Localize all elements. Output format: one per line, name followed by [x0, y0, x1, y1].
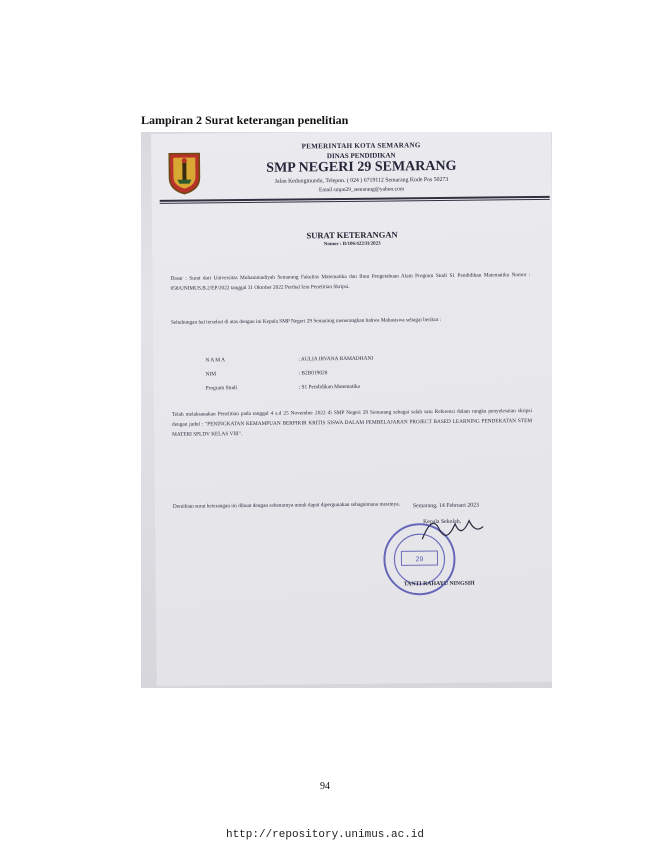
kop-line-1: PEMERINTAH KOTA SEMARANG [301, 141, 421, 151]
field-label-prodi: Program Studi [205, 385, 237, 392]
kop-line-2: DINAS PENDIDIKAN [326, 151, 396, 161]
school-address: Jalan Kedungmundu, Telepon. ( 024 ) 6719112 Semarang Kode Pos 50273 [274, 176, 449, 185]
field-value-nama: : AULIA IRVANA RAMADHANI [298, 355, 374, 363]
research-paragraph: Telah melaksanakan Penelitian pada tanggal 4 s.d 25 November 2022 di SMP Negeri 29 Semarang sebagai salah satu Referensi dalam rangka penyelesaian skripsi dengan judul : "PENINGKATAN KEMAMPUAN BERPIKIR KRITIS SISWA DALAM PEMBELAJARAN PROJECT BASED LEARNING PENDEKATAN STEM MATERI SPLDV KELAS VIII". [171, 408, 533, 438]
letter-title: SURAT KETERANGAN [306, 229, 398, 241]
dasar-paragraph: Dasar : Surat dari Universitas Muhammadiyah Semarang Fakultas Matematika dan Ilmu Pengetahuan Alam Program Studi S1 Pendidikan Matematika Nomor : 058/UNIMUS.B.2/EP/2022 tanggal 31 Oktober 2022 Perihal Izin Penelitian Skripsi. [170, 272, 531, 292]
signer-name: TANTI RAHAYU NINGSIH [403, 580, 475, 588]
signature-icon [417, 509, 487, 550]
field-label-nama: N A M A [205, 357, 226, 364]
repository-url: http://repository.unimus.ac.id [225, 829, 425, 841]
letter-number: Nomor : B/106/422/II/2023 [323, 241, 381, 248]
field-label-nim: NIM [205, 371, 217, 378]
letter-paper [151, 132, 552, 686]
page-number: 94 [320, 781, 330, 792]
signer-position: Kepala Sekolah, [423, 518, 462, 526]
closing-paragraph: Demikian surat keterangan ini dibuat dengan sebenarnya untuk dapat dipergunakan sebagaimana mestinya. [172, 501, 400, 510]
attachment-caption: Lampiran 2 Surat keterangan penelitian [141, 113, 349, 127]
field-value-prodi: : S1 Pendidikan Matematika [298, 383, 360, 391]
field-value-nim: : B2B019028 [298, 370, 328, 377]
letter-photo [141, 132, 552, 688]
school-email: Email smpn29_semarang@yahoo.com [319, 186, 405, 194]
svg-text:29: 29 [415, 556, 424, 564]
intro-paragraph: Sehubungan hal tersebut di atas dengan ini Kepala SMP Negeri 29 Semarang menerangkan bahwa Mahasiswa sebagai berikut : [170, 316, 442, 326]
place-date: Semarang, 14 Februari 2023 [412, 502, 479, 510]
city-emblem-icon [167, 151, 201, 195]
school-name: SMP NEGERI 29 SEMARANG [266, 158, 457, 176]
